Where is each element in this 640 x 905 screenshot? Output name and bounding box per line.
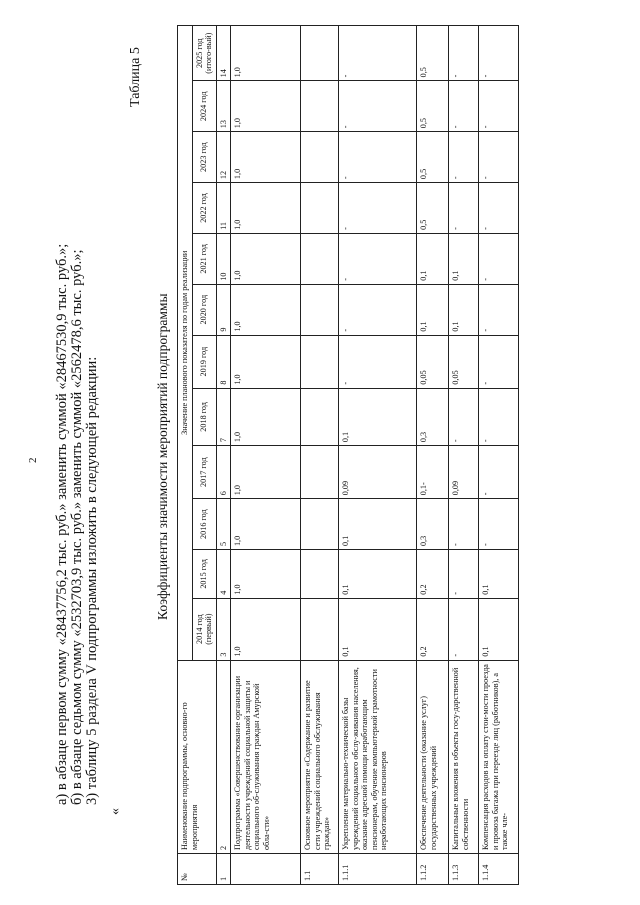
- row-value: -: [449, 388, 479, 445]
- column-number: 5: [216, 499, 231, 550]
- table-row: [417, 26, 449, 885]
- column-number: 14: [216, 26, 231, 81]
- column-number: 4: [216, 550, 231, 599]
- row-value: -: [449, 598, 479, 660]
- row-name: Основное мероприятие «Содержание и развитие сети учреждений социального обслуживания граждан»: [301, 660, 339, 853]
- row-value: 1,0: [231, 499, 301, 550]
- row-value: 0,1: [339, 598, 417, 660]
- column-number: 9: [216, 284, 231, 335]
- row-value: -: [479, 446, 519, 499]
- amendment-line-b: б) в абзаце седьмом сумму «2532703,9 тыс. руб.» заменить суммой «2562478,6 тыс. руб.»;: [69, 249, 85, 805]
- row-value: [301, 81, 339, 132]
- row-value: 1,0: [231, 388, 301, 445]
- row-value: 0,1: [479, 598, 519, 660]
- row-value: 0,3: [417, 388, 449, 445]
- row-value: -: [449, 132, 479, 183]
- amendment-text: [55, 244, 100, 805]
- row-value: 0,3: [417, 499, 449, 550]
- row-value: -: [479, 388, 519, 445]
- row-number: [231, 854, 301, 885]
- table-label: Таблица 5: [128, 47, 143, 107]
- table-row: [479, 26, 519, 885]
- row-value: -: [449, 499, 479, 550]
- table-row: [339, 26, 417, 885]
- row-value: [301, 598, 339, 660]
- row-value: 0,5: [417, 132, 449, 183]
- header-year: 2015 год: [192, 550, 216, 599]
- row-name: Компенсация расходов на оплату стои-мости проезда и провоза багажа при переезде лиц (работников), а также чле-: [479, 660, 519, 853]
- row-value: 0,1: [339, 388, 417, 445]
- column-number: 11: [216, 183, 231, 234]
- column-number: 10: [216, 233, 231, 284]
- row-value: 0,1: [449, 233, 479, 284]
- row-value: [301, 26, 339, 81]
- table-row: [231, 26, 301, 885]
- header-group: Значение планового показателя по годам реализации: [178, 26, 193, 661]
- header-year: 2022 год: [192, 183, 216, 234]
- header-year: 2017 год: [192, 446, 216, 499]
- row-value: 0,2: [417, 598, 449, 660]
- row-value: -: [339, 284, 417, 335]
- column-number: 12: [216, 132, 231, 183]
- row-value: -: [479, 284, 519, 335]
- row-value: 0,1: [339, 550, 417, 599]
- row-value: -: [339, 183, 417, 234]
- row-value: 1,0: [231, 132, 301, 183]
- row-value: 0,05: [417, 335, 449, 388]
- column-number: 7: [216, 388, 231, 445]
- column-number: 13: [216, 81, 231, 132]
- row-value: 0,5: [417, 81, 449, 132]
- header-year: 2020 год: [192, 284, 216, 335]
- header-number: №: [178, 854, 217, 885]
- row-value: -: [339, 132, 417, 183]
- row-value: 0,1: [479, 550, 519, 599]
- row-value: -: [479, 499, 519, 550]
- row-value: -: [449, 183, 479, 234]
- row-value: [301, 335, 339, 388]
- header-year: 2021 год: [192, 233, 216, 284]
- row-value: 1,0: [231, 26, 301, 81]
- row-value: -: [479, 81, 519, 132]
- row-value: 1,0: [231, 183, 301, 234]
- column-number: 6: [216, 446, 231, 499]
- row-value: 0,09: [449, 446, 479, 499]
- header-name: Наименование подпрограммы, основно-го мероприятия: [178, 660, 217, 853]
- header-year: 2024 год: [192, 81, 216, 132]
- row-value: 0,5: [417, 26, 449, 81]
- row-value: 1,0: [231, 335, 301, 388]
- row-value: -: [479, 233, 519, 284]
- row-value: 0,05: [449, 335, 479, 388]
- amendment-line-3: 3) таблицу 5 раздела V подпрограммы изложить в следующей редакции:: [84, 356, 100, 805]
- column-number: 2: [216, 660, 231, 853]
- row-value: 1,0: [231, 598, 301, 660]
- row-number: 1.1.3: [449, 854, 479, 885]
- row-value: [301, 284, 339, 335]
- row-value: -: [479, 26, 519, 81]
- row-value: 1,0: [231, 233, 301, 284]
- column-number: 3: [216, 598, 231, 660]
- header-year: 2018 год: [192, 388, 216, 445]
- row-number: 1.1.2: [417, 854, 449, 885]
- row-value: 0,1-: [417, 446, 449, 499]
- row-value: [301, 132, 339, 183]
- table-row: [301, 26, 339, 885]
- row-value: 0,2: [417, 550, 449, 599]
- column-number: 1: [216, 854, 231, 885]
- row-value: -: [449, 550, 479, 599]
- row-name: Капитальные вложения в объекты госу-дарственной собственности: [449, 660, 479, 853]
- row-name: Укрепление материально-технической базы учреждений социального обслу-живания населения, оказание адресной помощи неработающим пенсионерам, обучение компьютерной грамотности неработающих пенсионеров: [339, 660, 417, 853]
- row-value: -: [339, 26, 417, 81]
- header-year: 2023 год: [192, 132, 216, 183]
- row-value: [301, 550, 339, 599]
- page-number: 2: [27, 457, 39, 463]
- amendment-line-a: а) в абзаце первом сумму «28437756,2 тыс. руб.» заменить суммой «28467530,9 тыс. руб.»;: [54, 243, 70, 805]
- table-row: [449, 26, 479, 885]
- row-value: 1,0: [231, 446, 301, 499]
- row-value: [301, 388, 339, 445]
- row-value: 0,5: [417, 183, 449, 234]
- row-number: 1.1: [301, 854, 339, 885]
- header-row-1: [178, 26, 193, 885]
- row-value: 1,0: [231, 81, 301, 132]
- row-value: 0,1: [339, 499, 417, 550]
- row-value: 0,1: [417, 233, 449, 284]
- row-value: 0,09: [339, 446, 417, 499]
- row-value: -: [339, 233, 417, 284]
- row-name: Обеспечение деятельности (оказание услуг) государственных учреждений: [417, 660, 449, 853]
- column-number-row: [216, 26, 231, 885]
- row-value: -: [479, 183, 519, 234]
- row-value: -: [479, 335, 519, 388]
- table-caption: Коэффициенты значимости мероприятий подпрограммы: [155, 293, 170, 620]
- row-value: 1,0: [231, 284, 301, 335]
- row-value: [301, 499, 339, 550]
- column-number: 8: [216, 335, 231, 388]
- coefficients-table: [177, 25, 519, 885]
- header-year: 2016 год: [192, 499, 216, 550]
- row-name: Подпрограмма «Совершенствование организации деятельности учреждений социальной защиты и социального об-служивания граждан Амурской обла-сти»: [231, 660, 301, 853]
- header-year: 2025 год (итого-вый): [192, 26, 216, 81]
- opening-quote: «: [108, 808, 123, 815]
- row-value: -: [479, 132, 519, 183]
- row-value: -: [449, 26, 479, 81]
- row-number: 1.1.1: [339, 854, 417, 885]
- row-value: 0,1: [417, 284, 449, 335]
- row-value: -: [339, 335, 417, 388]
- row-value: 1,0: [231, 550, 301, 599]
- row-value: 0,1: [449, 284, 479, 335]
- row-value: -: [339, 81, 417, 132]
- header-year: 2019 год: [192, 335, 216, 388]
- row-number: 1.1.4: [479, 854, 519, 885]
- row-value: -: [449, 81, 479, 132]
- row-value: [301, 446, 339, 499]
- row-value: [301, 233, 339, 284]
- row-value: [301, 183, 339, 234]
- header-year: 2014 год (первый): [192, 598, 216, 660]
